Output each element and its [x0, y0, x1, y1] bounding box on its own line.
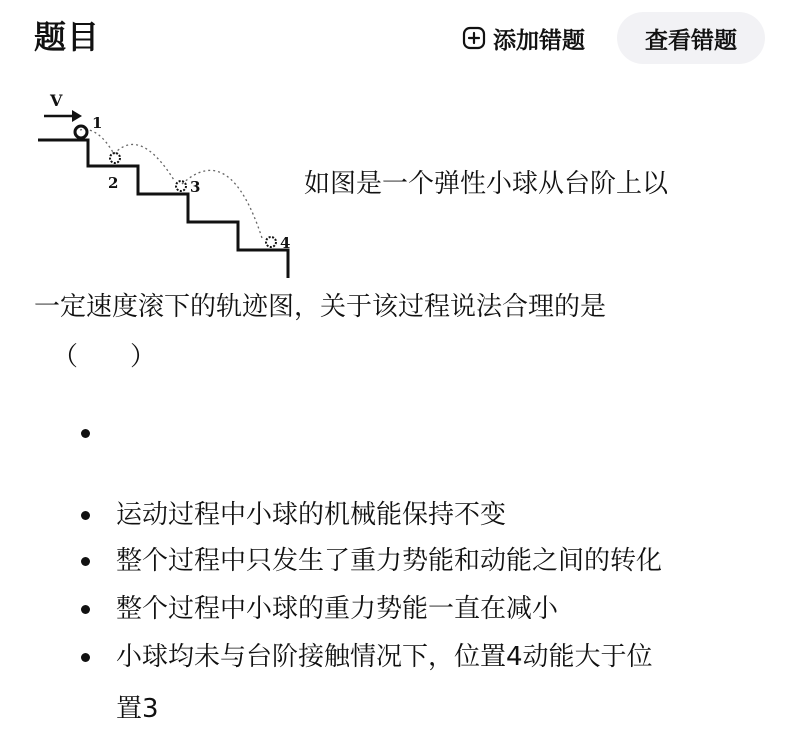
position-label-4: 4 [280, 234, 291, 252]
bullet-icon [81, 653, 90, 662]
ball-position-3 [176, 181, 186, 191]
position-label-2: 2 [108, 174, 119, 192]
position-label-3: 3 [190, 178, 201, 196]
bullet-icon [81, 557, 90, 566]
add-mistake-button[interactable] [462, 20, 585, 56]
ball-position-4 [266, 237, 276, 247]
question-text-line-1: 如图是一个弹性小球从台阶上以 [304, 169, 669, 199]
ball-position-1 [75, 126, 87, 138]
option-text-line-1: 小球均未与台阶接触情况下，位置4动能大于位 [116, 642, 653, 672]
option-text: 运动过程中小球的机械能保持不变 [116, 500, 507, 530]
stair-trajectory-figure [36, 88, 306, 280]
bullet-icon [81, 429, 90, 438]
velocity-label: V [50, 91, 63, 110]
position-label-1: 1 [92, 114, 103, 132]
option-text-line-2: 置3 [116, 694, 159, 724]
view-mistakes-button[interactable] [617, 12, 765, 64]
ball-position-2 [110, 153, 120, 163]
question-text-line-2: 一定速度滚下的轨迹图，关于该过程说法合理的是 [34, 292, 607, 322]
view-mistakes-label: 查看错题 [645, 27, 737, 54]
add-mistake-label: 添加错题 [493, 27, 585, 54]
answer-blank: （ ） [52, 342, 157, 372]
page-title: 题目 [34, 18, 101, 56]
velocity-arrowhead [72, 110, 82, 122]
option-text: 整个过程中只发生了重力势能和动能之间的转化 [116, 546, 663, 576]
option-text: 整个过程中小球的重力势能一直在减小 [116, 594, 559, 624]
header [0, 0, 804, 80]
bullet-icon [81, 605, 90, 614]
bullet-icon [81, 511, 90, 520]
plus-square-icon [462, 26, 486, 50]
